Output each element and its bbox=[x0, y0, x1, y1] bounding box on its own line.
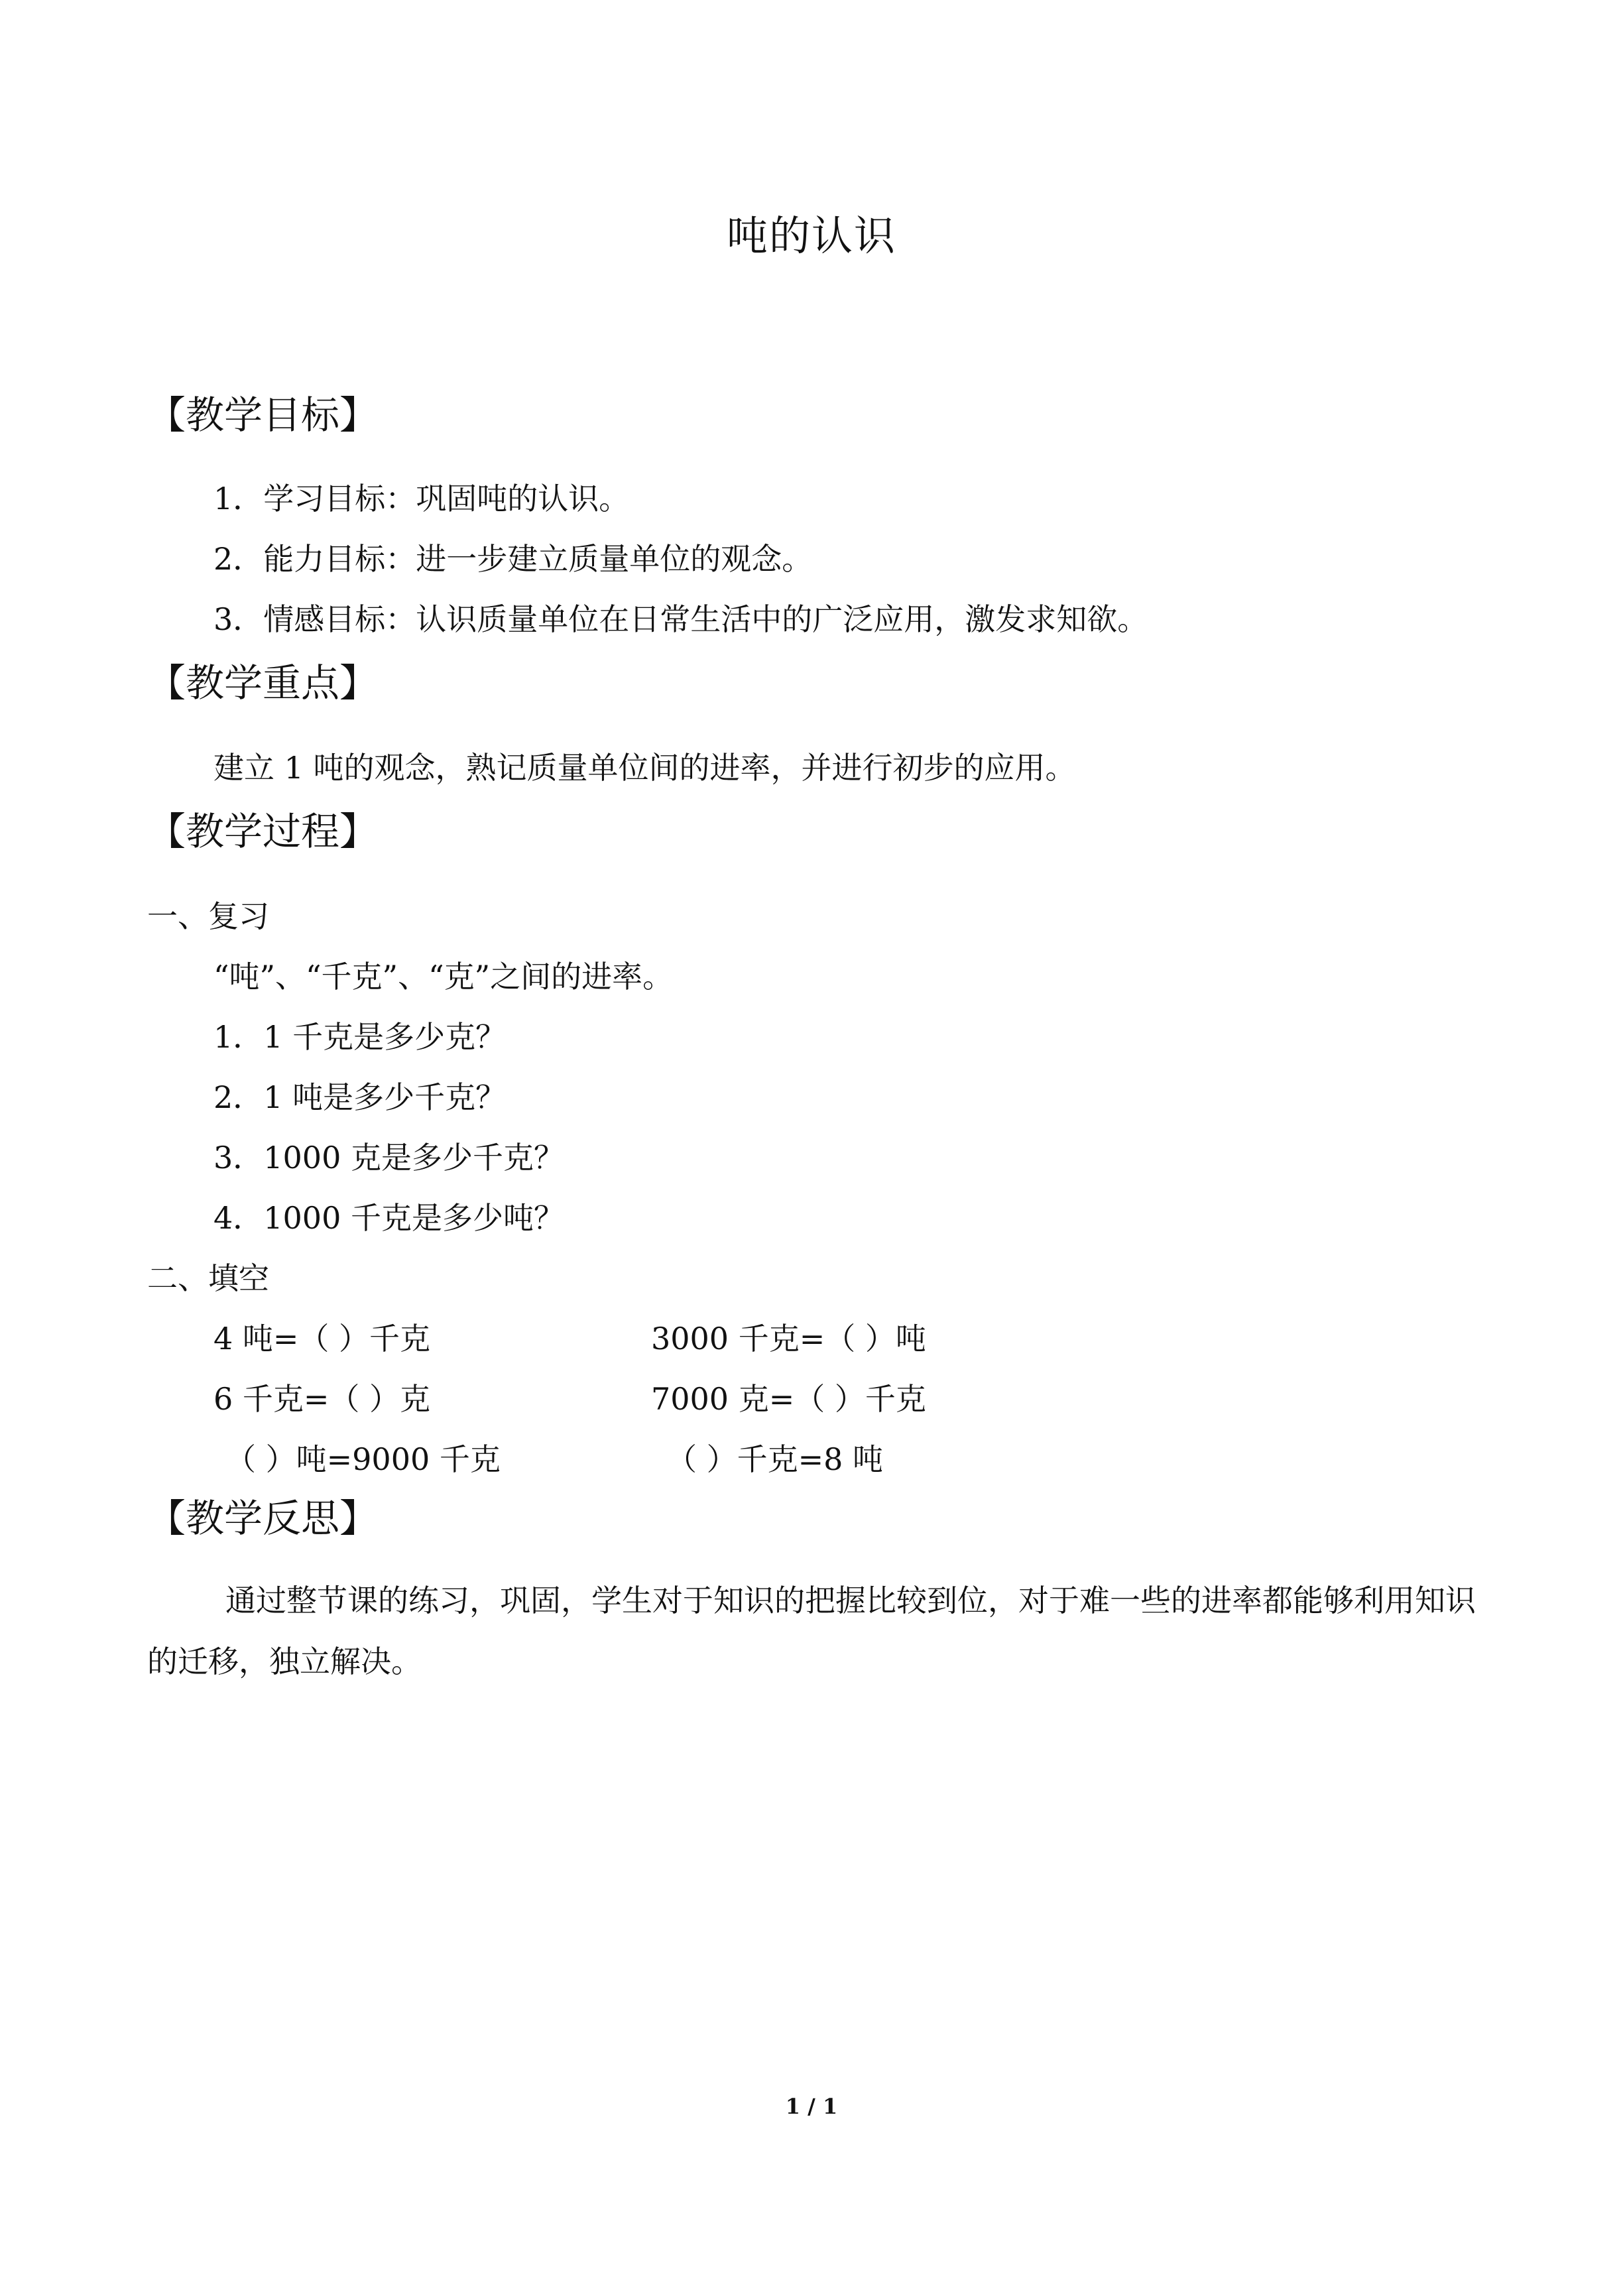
fill-row-1-right: 3000 千克=（ ）吨 bbox=[651, 1321, 926, 1357]
fill-row-1-left: 4 吨=（ ）千克 bbox=[213, 1321, 431, 1357]
document-title: 吨的认识 bbox=[726, 211, 896, 260]
reflection-heading: 【教学反思】 bbox=[147, 1496, 379, 1541]
fill-row-3-right: （ ）千克=8 吨 bbox=[666, 1441, 884, 1477]
fill-row-2-left: 6 千克=（ ）克 bbox=[213, 1381, 431, 1417]
process-heading: 【教学过程】 bbox=[147, 809, 379, 854]
key-points-text: 建立 1 吨的观念，熟记质量单位间的进率，并进行初步的应用。 bbox=[213, 750, 1076, 786]
review-question-1: 1．1 千克是多少克？ bbox=[213, 1019, 507, 1055]
page-number: 1 / 1 bbox=[785, 2094, 838, 2119]
review-question-4: 4．1000 千克是多少吨？ bbox=[213, 1200, 564, 1236]
review-question-3: 3．1000 克是多少千克？ bbox=[213, 1140, 564, 1176]
review-question-2: 2．1 吨是多少千克？ bbox=[213, 1079, 507, 1115]
fill-row-2-right: 7000 克=（ ）千克 bbox=[651, 1381, 926, 1417]
key-points-heading: 【教学重点】 bbox=[147, 660, 379, 705]
review-intro: “吨”、“千克”、“克”之间的进率。 bbox=[213, 959, 674, 995]
objective-item-1: 1．学习目标：巩固吨的认识。 bbox=[213, 481, 630, 516]
fill-row-3-left: （ ）吨=9000 千克 bbox=[225, 1441, 501, 1477]
reflection-text: 通过整节课的练习，巩固，学生对于知识的把握比较到位，对于难一些的进率都能够利用知识的迁移，独立解决。 bbox=[147, 1583, 1476, 1679]
objectives-heading: 【教学目标】 bbox=[147, 393, 379, 438]
fill-label: 二、填空 bbox=[147, 1260, 269, 1296]
objective-item-2: 2．能力目标：进一步建立质量单位的观念。 bbox=[213, 541, 813, 577]
review-label: 一、复习 bbox=[147, 898, 269, 934]
objective-item-3: 3．情感目标：认识质量单位在日常生活中的广泛应用，激发求知欲。 bbox=[213, 601, 1148, 637]
